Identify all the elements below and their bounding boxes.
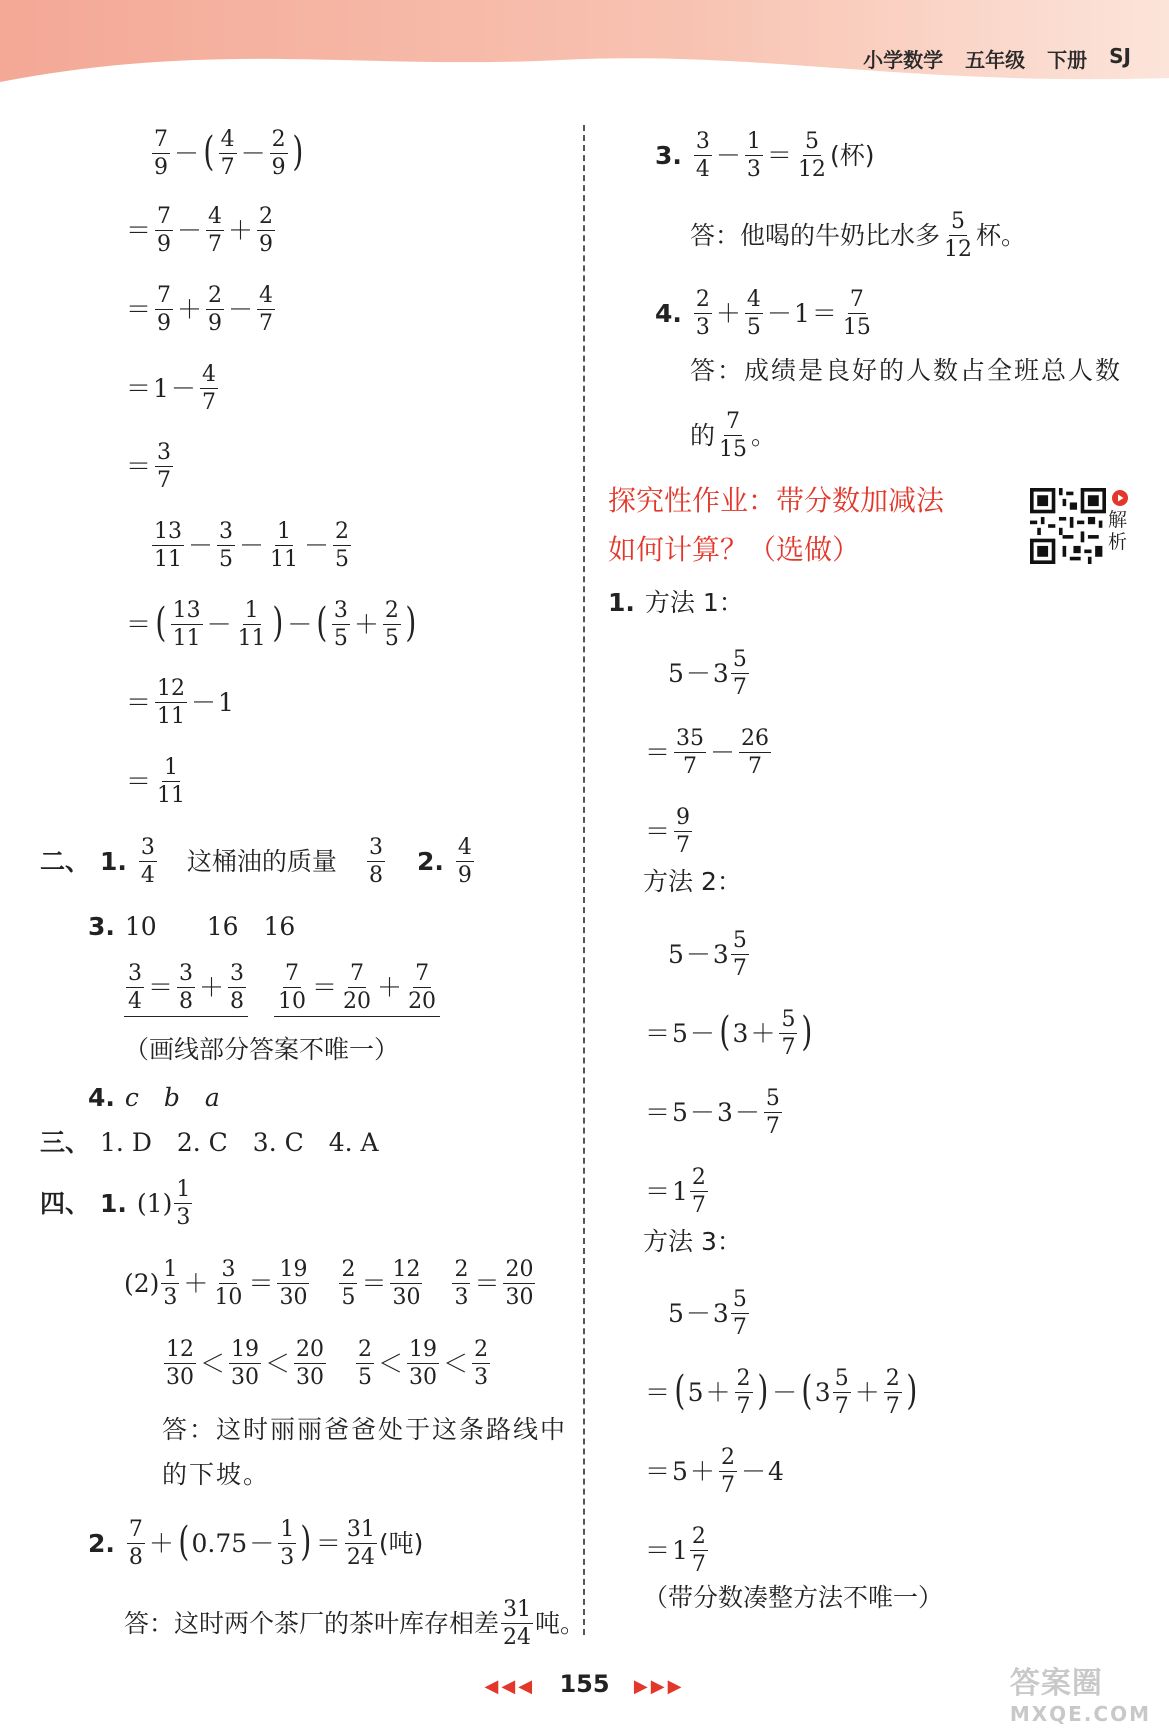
eq-1-step-1: ＝ $\frac{7}{9}$ － $\frac{4}{7}$ ＋ $\frac{2}{9}$ (126, 204, 274, 258)
right-q4-answer-2: 的 $\frac{7}{15}$ 。 (690, 409, 777, 463)
m2-line-3: ＝ 5 － 3 － $\frac{5}{7}$ (645, 1086, 780, 1140)
m3-line-3: ＝ 5 ＋ $\frac{2}{7}$ － 4 (645, 1445, 784, 1499)
eq-1-step-3: ＝ 1 － $\frac{4}{7}$ (126, 362, 216, 416)
method-note: （带分数凑整方法不唯一） (643, 1583, 944, 1612)
page-number: 155 (559, 1670, 610, 1698)
section-2-q3-note: （画线部分答案不唯一） (124, 1035, 400, 1064)
eq-2-step-2: ＝ $\frac{12}{11}$ － 1 (126, 676, 234, 730)
section-2-q1: 二、 1. $\frac{3}{4}$ 这桶油的质量 $\frac{3}{8}$ 2. $\frac{4}{9}$ (40, 835, 472, 889)
page-footer (0, 1670, 1169, 1698)
fraction: $\frac{4}{7}$ (220, 127, 235, 181)
grade: 五年级 (965, 48, 1026, 72)
explore-title-2: 如何计算？（选做） (608, 533, 861, 566)
m1-result: ＝ $\frac{9}{7}$ (645, 805, 691, 859)
right-q3-answer: 答：他喝的牛奶比水多 $\frac{5}{12}$ 杯。 (690, 209, 1027, 263)
section-2-q3-eq: $\frac{3}{4}$ ＝ $\frac{3}{8}$ ＋ $\frac{3}{8}$ $\frac{7}{10}$ ＝ $\frac{7}{20}$ ＋ $\frac{7}{20}$ (124, 962, 440, 1017)
watermark-logo: 答案圈 MXQE.COM (1009, 1666, 1151, 1726)
m1-line-1: 5 － 3 $\frac{5}{7}$ (668, 647, 747, 701)
eq-1-step-2: ＝ $\frac{7}{9}$ ＋ $\frac{2}{9}$ － $\frac{4}{7}$ (126, 283, 274, 337)
section-4-q1-1: 四、 1. (1) $\frac{1}{3}$ (40, 1177, 191, 1231)
next-arrows-icon: ▶▶▶ (633, 1676, 685, 1697)
explore-title-1: 探究性作业：带分数加减法 (608, 484, 945, 517)
section-4-q1-2-row1: (2) $\frac{1}{3}$ ＋ $\frac{3}{10}$ ＝ $\frac{19}{30}$ $\frac{2}{5}$ ＝ $\frac{12}{30}$ $\frac{2}{3}$ ＝ $\frac{20}{30}$ (124, 1257, 534, 1311)
prev-arrows-icon: ◀◀◀ (484, 1676, 536, 1697)
play-icon (1112, 490, 1128, 506)
right-q4: 4. $\frac{2}{3}$ ＋ $\frac{4}{5}$ － 1 ＝ $\frac{7}{15}$ (655, 287, 871, 341)
section-4-q1-answer-2: 的下坡。 (162, 1460, 271, 1489)
right-q3: 3. $\frac{3}{4}$ － $\frac{1}{3}$ ＝ $\frac{5}{12}$ (杯) (655, 129, 875, 183)
qr-code-icon[interactable] (1030, 488, 1106, 564)
eq-1-line: $\frac{7}{9}$ － ( $\frac{4}{7}$ － $\frac{2}{9}$ ) (154, 127, 303, 181)
m3-line-2: ＝ ( 5 ＋ $\frac{2}{7}$ ) － ( 3 $\frac{5}{7}$ ＋ $\frac{2}{7}$ ) (645, 1366, 917, 1420)
m3-result: ＝ 1 $\frac{2}{7}$ (645, 1524, 706, 1578)
section-4-q2: 2. $\frac{7}{8}$ ＋ ( 0.75 － $\frac{1}{3}$ ) ＝ $\frac{31}{24}$ (吨) (88, 1517, 424, 1571)
section-4-q1-2-row2: $\frac{12}{30}$ ＜ $\frac{19}{30}$ ＜ $\frac{20}{30}$ $\frac{2}{5}$ ＜ $\frac{19}{30}$ ＜ $\frac{2}{3}$ (166, 1337, 489, 1391)
eq-1-result: ＝ $\frac{3}{7}$ (126, 440, 172, 494)
right-q4-answer-1: 答：成绩是良好的人数占全班总人数 (690, 356, 1123, 385)
eq-2-result: ＝ $\frac{1}{11}$ (126, 755, 186, 809)
qr-label: 解析 (1108, 509, 1128, 553)
m1-line-2: ＝ $\frac{35}{7}$ － $\frac{26}{7}$ (645, 726, 770, 780)
m2-result: ＝ 1 $\frac{2}{7}$ (645, 1165, 706, 1219)
fraction: $\frac{7}{9}$ (154, 127, 168, 181)
section-2-q4: 4. c b a (88, 1083, 220, 1112)
series-info (863, 44, 1131, 73)
fraction: $\frac{2}{9}$ (271, 127, 286, 181)
edition: SJ (1109, 44, 1131, 68)
eq-2-line: $\frac{13}{11}$ － $\frac{3}{5}$ － $\frac{1}{11}$ － $\frac{2}{5}$ (154, 519, 350, 573)
column-divider (583, 125, 585, 1635)
m2-line-2: ＝ 5 － ( 3 ＋ $\frac{5}{7}$ ) (645, 1007, 813, 1061)
section-4-q2-answer: 答：这时两个茶厂的茶叶库存相差 $\frac{31}{24}$ 吨。 (124, 1597, 586, 1651)
eq-2-step-1: ＝ ( $\frac{13}{11}$ － $\frac{1}{11}$ ) － ( $\frac{3}{5}$ ＋ $\frac{2}{5}$ ) (126, 598, 417, 652)
method-question-1: 1. 方法 1： (608, 588, 744, 617)
section-2-q3: 3. 10 16 16 (88, 912, 296, 941)
section-3: 三、 1. D 2. C 3. C 4. A (40, 1128, 379, 1157)
section-4-q1-answer-1: 答：这时丽丽爸爸处于这条路线中 (162, 1415, 568, 1444)
subject: 小学数学 (863, 48, 944, 72)
method-2-label: 方法 2： (643, 867, 742, 896)
m2-line-1: 5 － 3 $\frac{5}{7}$ (668, 928, 747, 982)
volume: 下册 (1047, 48, 1088, 72)
method-3-label: 方法 3： (643, 1227, 742, 1256)
m3-line-1: 5 － 3 $\frac{5}{7}$ (668, 1287, 747, 1341)
